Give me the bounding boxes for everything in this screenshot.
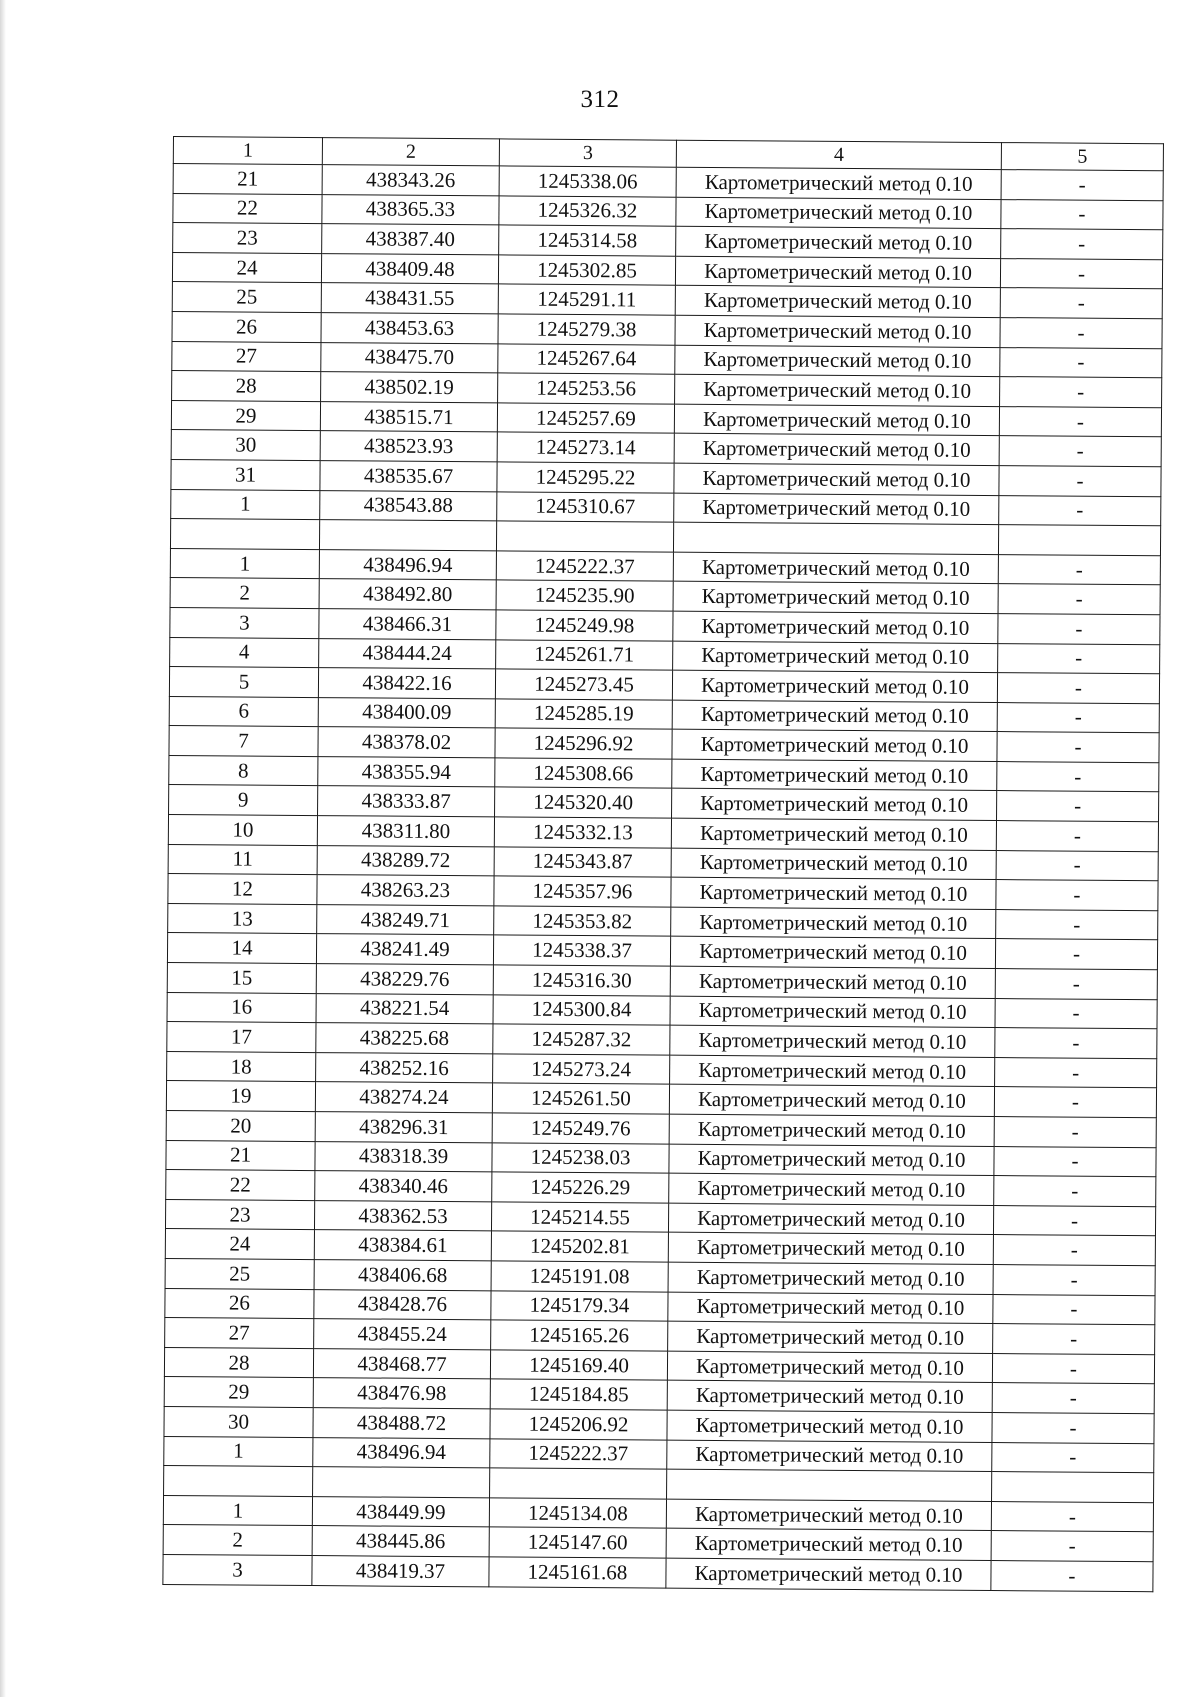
- note-cell: -: [997, 791, 1159, 822]
- x-coordinate-cell: 438274.24: [315, 1082, 492, 1113]
- y-coordinate-cell: 1245273.14: [497, 432, 674, 463]
- point-number-cell: 21: [173, 164, 322, 195]
- y-coordinate-cell: 1245320.40: [495, 787, 672, 818]
- note-cell: -: [994, 1176, 1156, 1207]
- point-number-cell: 5: [169, 667, 318, 698]
- y-coordinate-cell: 1245238.03: [492, 1142, 669, 1173]
- point-number-cell: 10: [168, 815, 317, 846]
- method-cell: Картометрический метод 0.10: [675, 345, 1000, 377]
- x-coordinate-cell: 438523.93: [320, 431, 497, 462]
- x-coordinate-cell: 438449.99: [312, 1496, 489, 1527]
- note-cell: -: [993, 1205, 1155, 1236]
- y-coordinate-cell: 1245261.71: [496, 639, 673, 670]
- scan-edge-shadow: [0, 0, 6, 1697]
- note-cell: -: [992, 1442, 1154, 1473]
- y-coordinate-cell: 1245279.38: [498, 314, 675, 345]
- y-coordinate-cell: 1245191.08: [491, 1261, 668, 1292]
- method-cell: Картометрический метод 0.10: [676, 197, 1001, 229]
- method-cell: Картометрический метод 0.10: [669, 1173, 994, 1205]
- x-coordinate-cell: 438502.19: [321, 372, 498, 403]
- note-cell: -: [1001, 170, 1163, 201]
- point-number-cell: 27: [165, 1318, 314, 1349]
- method-cell: Картометрический метод 0.10: [666, 1558, 991, 1590]
- method-cell: Картометрический метод 0.10: [668, 1203, 993, 1235]
- method-cell: Картометрический метод 0.10: [672, 670, 997, 702]
- point-number-cell: 29: [164, 1377, 313, 1408]
- note-cell: -: [996, 880, 1158, 911]
- point-number-cell: 17: [167, 1022, 316, 1053]
- y-coordinate-cell: 1245285.19: [495, 699, 672, 730]
- note-cell: -: [992, 1412, 1154, 1443]
- method-cell: Картометрический метод 0.10: [670, 1055, 995, 1087]
- point-number-cell: 31: [171, 459, 320, 490]
- x-coordinate-cell: 438289.72: [317, 845, 494, 876]
- x-coordinate-cell: 438466.31: [319, 608, 496, 639]
- point-number-cell: 19: [166, 1081, 315, 1112]
- note-cell: -: [995, 969, 1157, 1000]
- header-col-2: 2: [322, 138, 499, 166]
- note-cell: -: [993, 1265, 1155, 1296]
- point-number-cell: 28: [172, 371, 321, 402]
- header-col-5: 5: [1001, 143, 1163, 171]
- x-coordinate-cell: 438422.16: [318, 668, 495, 699]
- x-coordinate-cell: 438406.68: [314, 1260, 491, 1291]
- note-cell: -: [993, 1324, 1155, 1355]
- method-cell: Картометрический метод 0.10: [668, 1321, 993, 1353]
- method-cell: Картометрический метод 0.10: [671, 818, 996, 850]
- y-coordinate-cell: 1245357.96: [494, 876, 671, 907]
- point-number-cell: 9: [169, 785, 318, 816]
- point-number-cell: 1: [163, 1495, 312, 1526]
- point-number-cell: 20: [166, 1110, 315, 1141]
- empty-cell: [998, 525, 1160, 556]
- method-cell: Картометрический метод 0.10: [670, 937, 995, 969]
- note-cell: -: [995, 998, 1157, 1029]
- point-number-cell: 2: [170, 578, 319, 609]
- method-cell: Картометрический метод 0.10: [669, 1114, 994, 1146]
- header-col-3: 3: [499, 139, 676, 167]
- empty-cell: [170, 519, 319, 550]
- note-cell: -: [995, 939, 1157, 970]
- point-number-cell: 29: [171, 400, 320, 431]
- y-coordinate-cell: 1245338.06: [499, 166, 676, 197]
- note-cell: -: [993, 1235, 1155, 1266]
- note-cell: -: [991, 1560, 1153, 1591]
- note-cell: -: [998, 554, 1160, 585]
- note-cell: -: [991, 1501, 1153, 1532]
- note-cell: -: [999, 466, 1161, 497]
- x-coordinate-cell: 438409.48: [321, 253, 498, 284]
- note-cell: -: [997, 702, 1159, 733]
- empty-cell: [164, 1466, 313, 1497]
- y-coordinate-cell: 1245226.29: [492, 1172, 669, 1203]
- y-coordinate-cell: 1245308.66: [495, 758, 672, 789]
- x-coordinate-cell: 438515.71: [320, 401, 497, 432]
- y-coordinate-cell: 1245206.92: [490, 1409, 667, 1440]
- point-number-cell: 21: [166, 1140, 315, 1171]
- note-cell: -: [1000, 288, 1162, 319]
- note-cell: -: [1000, 347, 1162, 378]
- point-number-cell: 28: [164, 1347, 313, 1378]
- x-coordinate-cell: 438343.26: [322, 165, 499, 196]
- note-cell: -: [1001, 199, 1163, 230]
- y-coordinate-cell: 1245235.90: [496, 580, 673, 611]
- y-coordinate-cell: 1245249.98: [496, 610, 673, 641]
- header-col-4: 4: [676, 140, 1001, 169]
- method-cell: Картометрический метод 0.10: [676, 226, 1001, 258]
- method-cell: Картометрический метод 0.10: [672, 789, 997, 821]
- point-number-cell: 23: [173, 223, 322, 254]
- empty-cell: [319, 520, 496, 551]
- point-number-cell: 27: [172, 341, 321, 372]
- method-cell: Картометрический метод 0.10: [674, 493, 999, 525]
- y-coordinate-cell: 1245273.45: [495, 669, 672, 700]
- point-number-cell: 1: [171, 489, 320, 520]
- x-coordinate-cell: 438263.23: [317, 875, 494, 906]
- x-coordinate-cell: 438455.24: [314, 1319, 491, 1350]
- point-number-cell: 12: [168, 874, 317, 905]
- x-coordinate-cell: 438355.94: [318, 756, 495, 787]
- y-coordinate-cell: 1245165.26: [491, 1320, 668, 1351]
- note-cell: -: [994, 1146, 1156, 1177]
- method-cell: Картометрический метод 0.10: [670, 996, 995, 1028]
- x-coordinate-cell: 438296.31: [315, 1112, 492, 1143]
- x-coordinate-cell: 438311.80: [317, 816, 494, 847]
- x-coordinate-cell: 438492.80: [319, 579, 496, 610]
- point-number-cell: 14: [167, 933, 316, 964]
- x-coordinate-cell: 438453.63: [321, 313, 498, 344]
- method-cell: Картометрический метод 0.10: [671, 848, 996, 880]
- x-coordinate-cell: 438225.68: [316, 1023, 493, 1054]
- x-coordinate-cell: 438543.88: [320, 490, 497, 521]
- note-cell: -: [1000, 258, 1162, 289]
- point-number-cell: 1: [164, 1436, 313, 1467]
- note-cell: -: [992, 1383, 1154, 1414]
- point-number-cell: 25: [165, 1258, 314, 1289]
- x-coordinate-cell: 438476.98: [313, 1378, 490, 1409]
- x-coordinate-cell: 438400.09: [318, 697, 495, 728]
- x-coordinate-cell: 438444.24: [319, 638, 496, 669]
- x-coordinate-cell: 438333.87: [318, 786, 495, 817]
- note-cell: -: [997, 761, 1159, 792]
- empty-cell: [667, 1469, 992, 1501]
- x-coordinate-cell: 438419.37: [312, 1555, 489, 1586]
- x-coordinate-cell: 438378.02: [318, 727, 495, 758]
- method-cell: Картометрический метод 0.10: [672, 729, 997, 761]
- y-coordinate-cell: 1245257.69: [497, 403, 674, 434]
- x-coordinate-cell: 438475.70: [321, 342, 498, 373]
- point-number-cell: 1: [170, 548, 319, 579]
- table-body: [163, 164, 1163, 1592]
- x-coordinate-cell: 438535.67: [320, 461, 497, 492]
- note-cell: -: [999, 495, 1161, 526]
- y-coordinate-cell: 1245267.64: [498, 343, 675, 374]
- y-coordinate-cell: 1245302.85: [498, 255, 675, 286]
- empty-cell: [992, 1472, 1154, 1503]
- note-cell: -: [999, 406, 1161, 437]
- method-cell: Картометрический метод 0.10: [675, 374, 1000, 406]
- point-number-cell: 16: [167, 992, 316, 1023]
- y-coordinate-cell: 1245295.22: [497, 462, 674, 493]
- coordinates-table: [162, 136, 1164, 1592]
- method-cell: Картометрический метод 0.10: [673, 611, 998, 643]
- x-coordinate-cell: 438431.55: [321, 283, 498, 314]
- y-coordinate-cell: 1245300.84: [493, 994, 670, 1025]
- note-cell: -: [993, 1294, 1155, 1325]
- method-cell: Картометрический метод 0.10: [675, 256, 1000, 288]
- point-number-cell: 8: [169, 755, 318, 786]
- header-col-1: 1: [173, 137, 322, 165]
- y-coordinate-cell: 1245353.82: [494, 906, 671, 937]
- note-cell: -: [996, 850, 1158, 881]
- y-coordinate-cell: 1245332.13: [494, 817, 671, 848]
- note-cell: -: [996, 821, 1158, 852]
- x-coordinate-cell: 438468.77: [313, 1348, 490, 1379]
- y-coordinate-cell: 1245261.50: [492, 1083, 669, 1114]
- point-number-cell: 24: [172, 252, 321, 283]
- y-coordinate-cell: 1245326.32: [499, 195, 676, 226]
- page-number: 312: [580, 86, 620, 113]
- method-cell: Картометрический метод 0.10: [675, 286, 1000, 318]
- y-coordinate-cell: 1245184.85: [490, 1379, 667, 1410]
- point-number-cell: 4: [170, 637, 319, 668]
- y-coordinate-cell: 1245310.67: [497, 491, 674, 522]
- method-cell: Картометрический метод 0.10: [674, 434, 999, 466]
- note-cell: -: [996, 909, 1158, 940]
- note-cell: -: [995, 1028, 1157, 1059]
- note-cell: -: [994, 1117, 1156, 1148]
- point-number-cell: 23: [165, 1199, 314, 1230]
- y-coordinate-cell: 1245249.76: [492, 1113, 669, 1144]
- point-number-cell: 3: [163, 1554, 312, 1585]
- y-coordinate-cell: 1245316.30: [493, 965, 670, 996]
- x-coordinate-cell: 438221.54: [316, 993, 493, 1024]
- x-coordinate-cell: 438249.71: [317, 904, 494, 935]
- x-coordinate-cell: 438340.46: [315, 1171, 492, 1202]
- point-number-cell: 7: [169, 726, 318, 757]
- point-number-cell: 30: [164, 1406, 313, 1437]
- y-coordinate-cell: 1245291.11: [498, 284, 675, 315]
- x-coordinate-cell: 438241.49: [316, 934, 493, 965]
- y-coordinate-cell: 1245222.37: [496, 551, 673, 582]
- empty-cell: [490, 1468, 667, 1499]
- x-coordinate-cell: 438496.94: [319, 549, 496, 580]
- method-cell: Картометрический метод 0.10: [675, 315, 1000, 347]
- point-number-cell: 22: [173, 193, 322, 224]
- x-coordinate-cell: 438318.39: [315, 1141, 492, 1172]
- point-number-cell: 18: [167, 1051, 316, 1082]
- note-cell: -: [1000, 318, 1162, 349]
- empty-cell: [673, 522, 998, 554]
- y-coordinate-cell: 1245253.56: [498, 373, 675, 404]
- note-cell: -: [999, 436, 1161, 467]
- point-number-cell: 22: [166, 1170, 315, 1201]
- y-coordinate-cell: 1245214.55: [491, 1202, 668, 1233]
- method-cell: Картометрический метод 0.10: [669, 1144, 994, 1176]
- method-cell: Картометрический метод 0.10: [668, 1292, 993, 1324]
- point-number-cell: 2: [163, 1525, 312, 1556]
- x-coordinate-cell: 438252.16: [316, 1052, 493, 1083]
- note-cell: -: [992, 1353, 1154, 1384]
- note-cell: -: [995, 1057, 1157, 1088]
- method-cell: Картометрический метод 0.10: [669, 1085, 994, 1117]
- method-cell: Картометрический метод 0.10: [673, 581, 998, 613]
- method-cell: Картометрический метод 0.10: [671, 877, 996, 909]
- method-cell: Картометрический метод 0.10: [667, 1410, 992, 1442]
- point-number-cell: 3: [170, 607, 319, 638]
- x-coordinate-cell: 438428.76: [314, 1289, 491, 1320]
- note-cell: -: [998, 613, 1160, 644]
- note-cell: -: [998, 643, 1160, 674]
- method-cell: Картометрический метод 0.10: [666, 1499, 991, 1531]
- method-cell: Картометрический метод 0.10: [667, 1381, 992, 1413]
- table-row: [163, 1554, 1153, 1591]
- y-coordinate-cell: 1245202.81: [491, 1231, 668, 1262]
- method-cell: Картометрический метод 0.10: [667, 1440, 992, 1472]
- y-coordinate-cell: 1245134.08: [489, 1498, 666, 1529]
- empty-cell: [313, 1467, 490, 1498]
- x-coordinate-cell: 438229.76: [316, 964, 493, 995]
- y-coordinate-cell: 1245273.24: [493, 1054, 670, 1085]
- empty-cell: [496, 521, 673, 552]
- method-cell: Картометрический метод 0.10: [666, 1528, 991, 1560]
- note-cell: -: [997, 732, 1159, 763]
- point-number-cell: 11: [168, 844, 317, 875]
- y-coordinate-cell: 1245179.34: [491, 1290, 668, 1321]
- method-cell: Картометрический метод 0.10: [673, 641, 998, 673]
- method-cell: Картометрический метод 0.10: [668, 1262, 993, 1294]
- note-cell: -: [998, 584, 1160, 615]
- method-cell: Картометрический метод 0.10: [670, 966, 995, 998]
- method-cell: Картометрический метод 0.10: [674, 404, 999, 436]
- point-number-cell: 25: [172, 282, 321, 313]
- method-cell: Картометрический метод 0.10: [673, 552, 998, 584]
- note-cell: -: [1000, 377, 1162, 408]
- x-coordinate-cell: 438384.61: [314, 1230, 491, 1261]
- point-number-cell: 24: [165, 1229, 314, 1260]
- method-cell: Картометрический метод 0.10: [668, 1233, 993, 1265]
- y-coordinate-cell: 1245169.40: [490, 1350, 667, 1381]
- note-cell: -: [991, 1531, 1153, 1562]
- y-coordinate-cell: 1245222.37: [490, 1438, 667, 1469]
- x-coordinate-cell: 438488.72: [313, 1407, 490, 1438]
- y-coordinate-cell: 1245314.58: [499, 225, 676, 256]
- point-number-cell: 13: [168, 903, 317, 934]
- method-cell: Картометрический метод 0.10: [671, 907, 996, 939]
- point-number-cell: 26: [172, 311, 321, 342]
- y-coordinate-cell: 1245343.87: [494, 847, 671, 878]
- point-number-cell: 15: [167, 963, 316, 994]
- y-coordinate-cell: 1245338.37: [493, 935, 670, 966]
- x-coordinate-cell: 438445.86: [312, 1526, 489, 1557]
- y-coordinate-cell: 1245161.68: [489, 1557, 666, 1588]
- method-cell: Картометрический метод 0.10: [667, 1351, 992, 1383]
- y-coordinate-cell: 1245287.32: [493, 1024, 670, 1055]
- point-number-cell: 6: [169, 696, 318, 727]
- method-cell: Картометрический метод 0.10: [672, 700, 997, 732]
- note-cell: -: [994, 1087, 1156, 1118]
- y-coordinate-cell: 1245147.60: [489, 1527, 666, 1558]
- method-cell: Картометрический метод 0.10: [670, 1025, 995, 1057]
- x-coordinate-cell: 438496.94: [313, 1437, 490, 1468]
- point-number-cell: 26: [165, 1288, 314, 1319]
- method-cell: Картометрический метод 0.10: [674, 463, 999, 495]
- note-cell: -: [997, 673, 1159, 704]
- method-cell: Картометрический метод 0.10: [676, 167, 1001, 199]
- x-coordinate-cell: 438365.33: [322, 194, 499, 225]
- method-cell: Картометрический метод 0.10: [672, 759, 997, 791]
- x-coordinate-cell: 438362.53: [314, 1200, 491, 1231]
- point-number-cell: 30: [171, 430, 320, 461]
- x-coordinate-cell: 438387.40: [322, 224, 499, 255]
- y-coordinate-cell: 1245296.92: [495, 728, 672, 759]
- note-cell: -: [1001, 229, 1163, 260]
